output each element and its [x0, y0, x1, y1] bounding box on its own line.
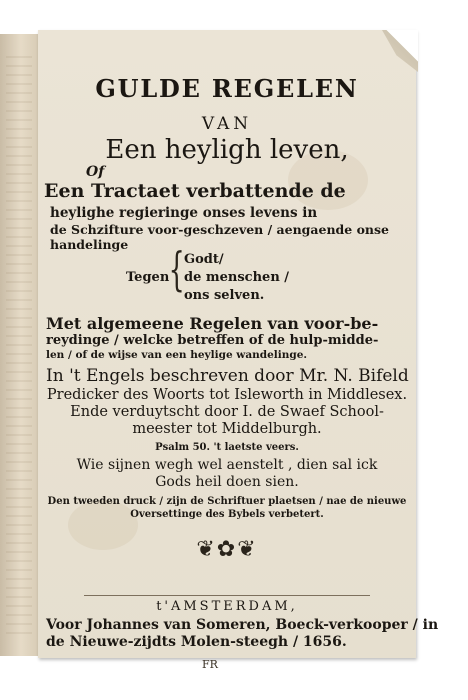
reydinge-line: reydinge / welcke betreffen of de hulp-midde- [46, 333, 379, 348]
book [0, 28, 439, 671]
title-page [38, 30, 439, 671]
brace-item-god: Godt/ [184, 252, 224, 267]
psalm-quote-1: Wie sijnen wegh wel aenstelt , dien sal ick [76, 457, 378, 473]
psalm-reference: Psalm 50. 't laetste veers. [155, 442, 299, 453]
printers-ornament: ❦✿❦ [196, 537, 258, 562]
author-line: In 't Engels beschreven door Mr. N. Bifeld [46, 366, 409, 386]
book-spine [0, 34, 39, 656]
description-line-3: handelinge [50, 237, 129, 252]
dog-ear-corner [382, 30, 418, 72]
description-line-1: heylighe regieringe onses levens in [50, 205, 318, 221]
imprint-line-2: de Nieuwe-zijdts Molen-steegh / 1656. [46, 634, 347, 650]
book-subtitle: Een heyligh leven, [105, 135, 349, 165]
title-of: Of [86, 164, 105, 180]
brace-item-menschen: de menschen / [184, 270, 290, 285]
brace-item-ons: ons selven. [184, 288, 265, 303]
tractaet-line: Een Tractaet verbattende de [44, 180, 346, 202]
edition-note-2: Oversettinge des Bybels verbetert. [130, 509, 324, 520]
tegen-label: Tegen [126, 270, 170, 285]
provenance-mark: FR [202, 658, 218, 671]
title-van: VAN [201, 114, 253, 134]
imprint-line-1: Voor Johannes van Someren, Boeck-verkooper / in [46, 617, 439, 633]
imprint-rule [84, 595, 370, 596]
edition-note-1: Den tweeden druck / zijn de Schriftuer plaetsen / nae de nieuwe [47, 496, 407, 507]
brace-ornament: { [168, 242, 185, 296]
book-title: GULDE REGELEN [95, 74, 359, 103]
schoolmeester-line: meester tot Middelburgh. [132, 421, 322, 437]
wandelinge-line: len / of de wijse van een heylige wandelinge. [46, 349, 308, 361]
spine-texture [6, 54, 32, 634]
imprint-place: t'AMSTERDAM, [156, 599, 298, 614]
psalm-quote-2: Gods heil doen sien. [155, 474, 299, 490]
predicker-line: Predicker des Woorts tot Isleworth in Middlesex. [46, 387, 408, 403]
description-line-2: de Schzifture voor-geschzeven / aengaende onse [50, 222, 389, 237]
met-regelen-line: Met algemeene Regelen van voor-be- [46, 314, 379, 333]
translator-line: Ende verduytscht door I. de Swaef School- [70, 404, 384, 420]
